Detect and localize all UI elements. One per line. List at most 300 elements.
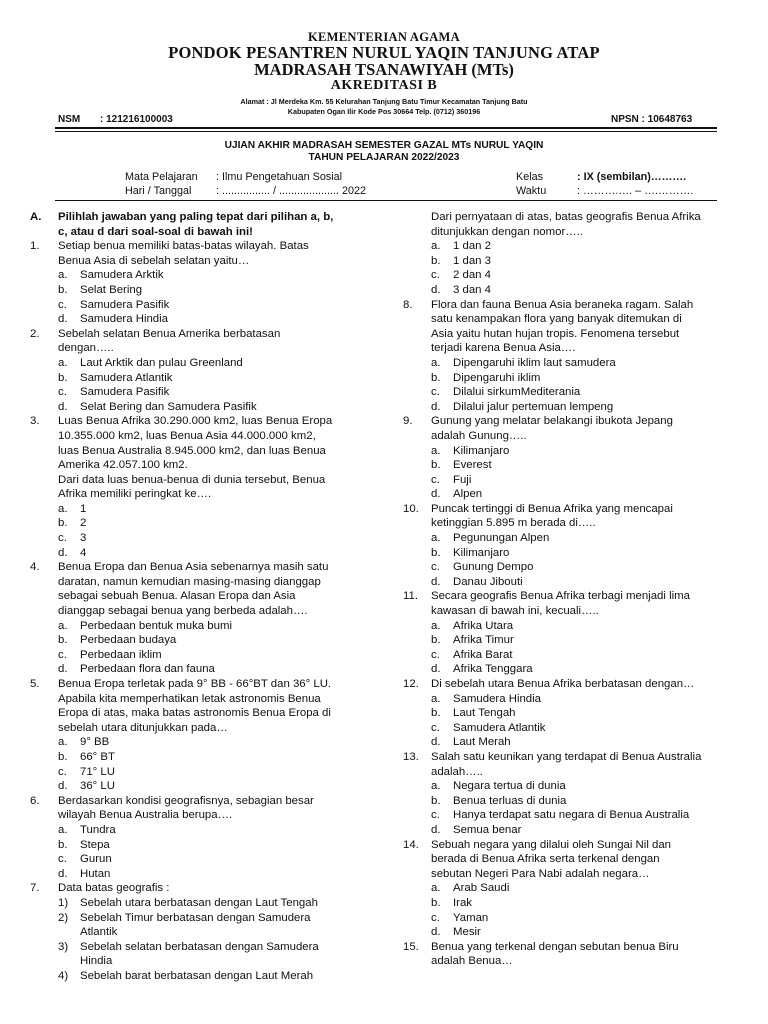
line-text: adalah….. [431, 765, 483, 778]
line-text: Perbedaan flora dan fauna [80, 663, 215, 676]
option-letter: c. [58, 298, 67, 311]
line-text: c, atau d dari soal-soal di bawah ini! [58, 225, 253, 238]
line-text: Samudera Pasifik [80, 298, 170, 311]
option-letter: d. [58, 780, 68, 793]
answer-option [403, 925, 743, 940]
answer-option [403, 546, 743, 561]
option-letter: d. [431, 400, 441, 413]
question-continuation [403, 954, 743, 969]
answer-option [403, 779, 743, 794]
answer-option [403, 385, 743, 400]
line-text: Benua Eropa terletak pada 9° BB - 66°BT dan 36° LU. [58, 678, 332, 690]
madrasah-title: MADRASAH TSANAWIYAH (MTs) [254, 60, 514, 79]
subject-value: : Ilmu Pengetahuan Sosial [216, 171, 343, 183]
question-number [403, 327, 431, 342]
option-letter: c. [58, 853, 67, 866]
answer-option [403, 487, 743, 502]
answer-option [30, 531, 370, 546]
option-letter: d. [58, 663, 68, 676]
line-text: Yaman [453, 911, 489, 924]
answer-option [403, 356, 743, 371]
option-letter: c. [431, 648, 440, 661]
question-number [30, 458, 58, 473]
question-continuation [403, 604, 743, 619]
answer-option [403, 648, 743, 663]
question-number: 13. [403, 750, 419, 763]
line-text: Afrika Utara [453, 619, 514, 632]
answer-option [403, 283, 743, 298]
answer-option [30, 867, 370, 882]
option-letter: c. [431, 269, 440, 282]
answer-option [30, 852, 370, 867]
line-text: Selat Bering dan Samudera Pasifik [80, 400, 257, 413]
option-letter: d. [58, 546, 68, 559]
option-letter: c. [58, 532, 67, 545]
line-text: Puncak tertinggi di Benua Afrika yang mencapai [431, 502, 673, 515]
line-text: Perbedaan budaya [80, 634, 177, 647]
answer-option [30, 911, 370, 926]
answer-option [30, 925, 370, 940]
question-number: A. [30, 211, 42, 223]
question-continuation [30, 473, 370, 488]
line-text: Tundra [80, 823, 116, 836]
line-text: Gurun [80, 853, 112, 866]
subject-label: Mata Pelajaran [125, 171, 198, 183]
question-line [403, 750, 743, 765]
line-text: dengan….. [58, 342, 114, 355]
option-letter: b. [431, 896, 441, 909]
line-text: Samudera Pasifik [80, 386, 170, 399]
line-text: satu kenampakan flora yang banyak ditemukan di [431, 313, 682, 326]
question-number [403, 604, 431, 619]
question-continuation [403, 867, 743, 882]
question-number [30, 225, 58, 240]
header-divider-thin [55, 131, 717, 132]
option-letter: 3) [58, 940, 69, 953]
question-line [403, 414, 743, 429]
question-line [403, 502, 743, 517]
line-text: luas Benua Australia 8.945.000 km2, dan luas Benua [58, 444, 326, 457]
line-text: Laut Merah [453, 736, 511, 749]
option-letter: b. [431, 546, 441, 559]
answer-option [403, 575, 743, 590]
answer-option [403, 458, 743, 473]
question-number [30, 692, 58, 707]
class-value: : IX (sembilan)………. [577, 171, 687, 183]
exam-title: UJIAN AKHIR MADRASAH SEMESTER GAZAL MTs NURUL YAQIN [224, 140, 544, 151]
line-text: Mesir [453, 926, 481, 939]
line-text: sebelah utara ditunjukkan pada… [58, 721, 228, 734]
line-text: Benua Asia di sebelah selatan yaitu… [58, 254, 250, 267]
line-text: terjadi karena Benua Asia…. [431, 342, 576, 355]
line-text: Perbedaan iklim [80, 648, 162, 661]
line-text: Luas Benua Afrika 30.290.000 km2, luas Benua Eropa [58, 415, 333, 428]
answer-option [403, 721, 743, 736]
question-number [30, 721, 58, 736]
question-continuation [403, 516, 743, 531]
question-number [30, 254, 58, 269]
question-continuation [30, 225, 370, 240]
line-text: Laut Arktik dan pulau Greenland [80, 356, 243, 369]
line-text: Afrika Barat [453, 648, 513, 661]
option-letter: b. [431, 634, 441, 647]
question-number: 2. [30, 327, 40, 340]
answer-option [403, 254, 743, 269]
question-column-right [403, 210, 743, 969]
line-text: kawasan di bawah ini, kecuali….. [431, 605, 599, 618]
answer-option [403, 400, 743, 415]
address-line-2: Kabupaten Ogan Ilir Kode Pos 30664 Telp. (0712) 360196 [287, 107, 481, 116]
line-text: Irak [453, 896, 472, 909]
line-text: Samudera Atlantik [453, 721, 546, 734]
line-text: Negara tertua di dunia [453, 780, 566, 793]
line-text: Everest [453, 459, 492, 472]
line-text: 1 dan 3 [453, 254, 492, 267]
question-number: 14. [403, 838, 419, 851]
line-text: Kilimanjaro [453, 444, 510, 457]
answer-option [30, 298, 370, 313]
line-text: Secara geografis Benua Afrika terbagi menjadi lima [431, 590, 690, 603]
answer-option [403, 633, 743, 648]
line-text: Salah satu keunikan yang terdapat di Benua Australia [431, 750, 702, 763]
question-number [403, 312, 431, 327]
line-text: Semua benar [453, 823, 522, 836]
line-text: dianggap sebagai benua yang berbeda adalah…. [58, 605, 308, 618]
line-text: Sebelah utara berbatasan dengan Laut Tengah [80, 896, 318, 909]
line-text: 66° BT [80, 750, 115, 763]
line-text: Dari pernyataan di atas, batas geografis Benua Afrika [431, 211, 701, 223]
question-line [403, 677, 743, 692]
answer-option [403, 619, 743, 634]
line-text: Data batas geografis : [58, 882, 170, 895]
answer-option [403, 239, 743, 254]
date-value: : ................ / .................... 2022 [216, 185, 367, 197]
line-text: Fuji [453, 473, 472, 486]
question-continuation [403, 852, 743, 867]
option-letter: d. [431, 488, 441, 501]
question-continuation [30, 721, 370, 736]
question-line [30, 560, 370, 575]
question-continuation [30, 604, 370, 619]
line-text: 10.355.000 km2, luas Benua Asia 44.000.000 km2, [58, 429, 316, 442]
line-text: wilayah Benua Australia berupa…. [58, 809, 233, 822]
option-letter: b. [431, 371, 441, 384]
option-letter: b. [58, 634, 68, 647]
question-line [30, 677, 370, 692]
line-text: Danau Jibouti [453, 575, 523, 588]
question-number [403, 516, 431, 531]
line-text: Dilalui sirkumMediterania [453, 386, 581, 399]
answer-option [30, 356, 370, 371]
question-line [30, 327, 370, 342]
question-number [403, 225, 431, 240]
line-text: 36° LU [80, 780, 115, 793]
option-letter: d. [431, 823, 441, 836]
question-continuation [403, 765, 743, 780]
line-text: Apabila kita memperhatikan letak astronomis Benua [58, 692, 321, 705]
class-label: Kelas [516, 171, 544, 183]
line-text: Pilihlah jawaban yang paling tepat dari pilihan a, b, [58, 211, 334, 223]
answer-option [30, 765, 370, 780]
line-text: Sebelah selatan Benua Amerika berbatasan [58, 327, 281, 340]
line-text: 2 dan 4 [453, 269, 492, 282]
question-number [30, 341, 58, 356]
line-text: Eropa di atas, maka batas astronomis Benua Eropa di [58, 707, 331, 720]
line-text: Benua Eropa dan Benua Asia sebenarnya masih satu [58, 561, 329, 574]
answer-option [403, 560, 743, 575]
line-text: Hanya terdapat satu negara di Benua Australia [453, 809, 690, 822]
line-text: sebagai sebuah Benua. Alasan Eropa dan Asia [58, 590, 296, 603]
question-number [30, 589, 58, 604]
answer-option [30, 283, 370, 298]
option-letter: c. [58, 765, 67, 778]
line-text: Setiap benua memiliki batas-batas wilayah. Batas [58, 240, 309, 253]
answer-option [30, 516, 370, 531]
line-text: Benua yang terkenal dengan sebutan benua Biru [431, 940, 679, 953]
answer-option [403, 823, 743, 838]
option-letter: a. [58, 502, 68, 515]
option-letter: d. [58, 867, 68, 880]
time-label: Waktu [516, 185, 547, 197]
line-text: Sebelah barat berbatasan dengan Laut Merah [80, 969, 314, 982]
answer-option [403, 735, 743, 750]
option-letter: b. [431, 794, 441, 807]
line-text: Samudera Atlantik [80, 371, 173, 384]
question-continuation [403, 429, 743, 444]
question-continuation [30, 808, 370, 823]
question-number: 10. [403, 502, 419, 515]
option-letter: 1) [58, 896, 69, 909]
question-number: 3. [30, 415, 40, 428]
question-continuation [30, 254, 370, 269]
line-text: Pegunungan Alpen [453, 532, 550, 545]
line-text: Perbedaan bentuk muka bumi [80, 619, 232, 632]
option-letter: c. [431, 473, 440, 486]
question-number [30, 706, 58, 721]
answer-option [30, 619, 370, 634]
answer-option [30, 371, 370, 386]
answer-option [403, 911, 743, 926]
question-continuation [30, 341, 370, 356]
question-number [403, 954, 431, 969]
ministry-title: KEMENTERIAN AGAMA [308, 30, 460, 44]
address-line-1: Alamat : Jl Merdeka Km. 55 Kelurahan Tanjung Batu Timur Kecamatan Tanjung Batu [240, 97, 528, 106]
question-continuation [30, 692, 370, 707]
line-text: Kilimanjaro [453, 546, 510, 559]
option-letter: b. [58, 283, 68, 296]
question-number: 7. [30, 882, 40, 895]
question-number [403, 867, 431, 882]
answer-option [403, 371, 743, 386]
option-letter: a. [431, 692, 441, 705]
line-text: Hutan [80, 867, 111, 880]
question-continuation [403, 312, 743, 327]
question-line [30, 239, 370, 254]
line-text: Samudera Hindia [453, 692, 542, 705]
question-number [30, 444, 58, 459]
line-text: Stepa [80, 838, 110, 851]
question-line [403, 589, 743, 604]
question-number [403, 210, 431, 225]
option-letter: a. [431, 240, 441, 253]
answer-option [30, 546, 370, 561]
answer-option [30, 779, 370, 794]
option-letter: a. [431, 444, 441, 457]
answer-option [30, 940, 370, 955]
option-letter: c. [431, 561, 440, 574]
question-number: 12. [403, 678, 419, 690]
option-letter: d. [431, 283, 441, 296]
option-letter: b. [431, 254, 441, 267]
question-continuation [403, 210, 743, 225]
option-letter: b. [58, 750, 68, 763]
line-text: daratan, namun kemudian masing-masing dianggap [58, 575, 321, 588]
line-text: ketinggian 5.895 m berada di….. [431, 517, 596, 530]
question-continuation [403, 341, 743, 356]
answer-option [403, 268, 743, 283]
question-number [30, 487, 58, 502]
line-text: Flora dan fauna Benua Asia beraneka ragam. Salah [431, 298, 694, 311]
line-text: adalah Gunung….. [431, 429, 527, 442]
option-letter: 4) [58, 969, 69, 982]
exam-year: TAHUN PELAJARAN 2022/2023 [308, 152, 460, 163]
answer-option [403, 794, 743, 809]
answer-option [403, 896, 743, 911]
answer-option [30, 838, 370, 853]
line-text: 71° LU [80, 765, 115, 778]
question-number: 8. [403, 298, 413, 311]
answer-option [30, 969, 370, 984]
nsm-value: : 121216100003 [100, 114, 173, 125]
time-value: : ……….…. – ….………. [577, 185, 694, 197]
line-text: 2 [80, 517, 87, 530]
answer-option [403, 473, 743, 488]
line-text: Sebelah selatan berbatasan dengan Samudera [80, 940, 319, 953]
question-line [30, 210, 370, 225]
line-text: ditunjukkan dengan nomor….. [431, 225, 583, 238]
option-letter: c. [58, 648, 67, 661]
line-text: Atlantik [80, 926, 118, 939]
option-letter: c. [431, 911, 440, 924]
answer-option [30, 954, 370, 969]
question-number [403, 341, 431, 356]
answer-option [30, 662, 370, 677]
option-letter: d. [431, 926, 441, 939]
option-letter: b. [431, 707, 441, 720]
question-line [30, 881, 370, 896]
line-text: Samudera Arktik [80, 269, 164, 282]
question-number [403, 429, 431, 444]
line-text: Hindia [80, 955, 113, 968]
line-text: Afrika memiliki peringkat ke…. [58, 488, 212, 501]
answer-option [30, 648, 370, 663]
option-letter: c. [58, 386, 67, 399]
option-letter: c. [431, 809, 440, 822]
option-letter: d. [431, 575, 441, 588]
line-text: Alpen [453, 488, 483, 501]
line-text: Sebuah negara yang dilalui oleh Sungai Nil dan [431, 838, 672, 851]
answer-option [403, 662, 743, 677]
question-number: 9. [403, 415, 413, 428]
option-letter: a. [58, 736, 68, 749]
line-text: Samudera Hindia [80, 313, 169, 326]
line-text: Di sebelah utara Benua Afrika berbatasan dengan… [431, 678, 695, 690]
line-text: 3 [80, 532, 87, 545]
question-continuation [403, 327, 743, 342]
option-letter: a. [431, 619, 441, 632]
answer-option [30, 750, 370, 765]
option-letter: a. [58, 823, 68, 836]
option-letter: b. [58, 371, 68, 384]
question-number: 15. [403, 940, 419, 953]
accreditation-title: AKREDITASI B [330, 78, 438, 93]
question-line [30, 794, 370, 809]
question-number [30, 808, 58, 823]
option-letter: a. [431, 780, 441, 793]
line-text: Amerika 42.057.100 km2. [58, 459, 188, 472]
line-text: Dipengaruhi iklim laut samudera [453, 356, 616, 369]
option-letter: a. [431, 356, 441, 369]
option-letter: c. [431, 386, 440, 399]
question-number: 4. [30, 561, 40, 574]
line-text: sebutan Negeri Para Nabi adalah negara… [431, 867, 650, 880]
option-letter: b. [58, 838, 68, 851]
answer-option [30, 633, 370, 648]
pesantren-title: PONDOK PESANTREN NURUL YAQIN TANJUNG ATAP [168, 43, 600, 62]
question-number [30, 429, 58, 444]
line-text: Gunung Dempo [453, 561, 534, 574]
question-continuation [30, 575, 370, 590]
question-number [30, 604, 58, 619]
line-text: Benua terluas di dunia [453, 794, 567, 807]
question-line [403, 838, 743, 853]
line-text: berada di Benua Afrika serta terkenal dengan [431, 853, 660, 866]
question-column-left [30, 210, 370, 983]
question-number: 6. [30, 794, 40, 807]
line-text: Berdasarkan kondisi geografisnya, sebagian besar [58, 794, 314, 807]
answer-option [403, 881, 743, 896]
option-letter [58, 925, 80, 940]
question-continuation [403, 225, 743, 240]
question-continuation [30, 444, 370, 459]
header-divider-thick [55, 127, 717, 129]
line-text: Arab Saudi [453, 882, 510, 895]
option-letter: a. [431, 882, 441, 895]
answer-option [30, 400, 370, 415]
answer-option [403, 706, 743, 721]
line-text: adalah Benua… [431, 955, 513, 968]
answer-option [403, 808, 743, 823]
option-letter: c. [431, 721, 440, 734]
line-text: Laut Tengah [453, 707, 516, 720]
line-text: Dari data luas benua-benua di dunia tersebut, Benua [58, 473, 326, 486]
question-line [30, 414, 370, 429]
line-text: Afrika Tenggara [453, 663, 533, 676]
question-continuation [30, 487, 370, 502]
option-letter: b. [431, 459, 441, 472]
answer-option [403, 444, 743, 459]
question-continuation [30, 589, 370, 604]
question-number [403, 852, 431, 867]
option-letter: d. [431, 736, 441, 749]
option-letter: d. [431, 663, 441, 676]
line-text: 4 [80, 546, 87, 559]
question-continuation [30, 706, 370, 721]
question-line [403, 298, 743, 313]
question-number: 1. [30, 240, 40, 253]
answer-option [403, 692, 743, 707]
option-letter [58, 954, 80, 969]
